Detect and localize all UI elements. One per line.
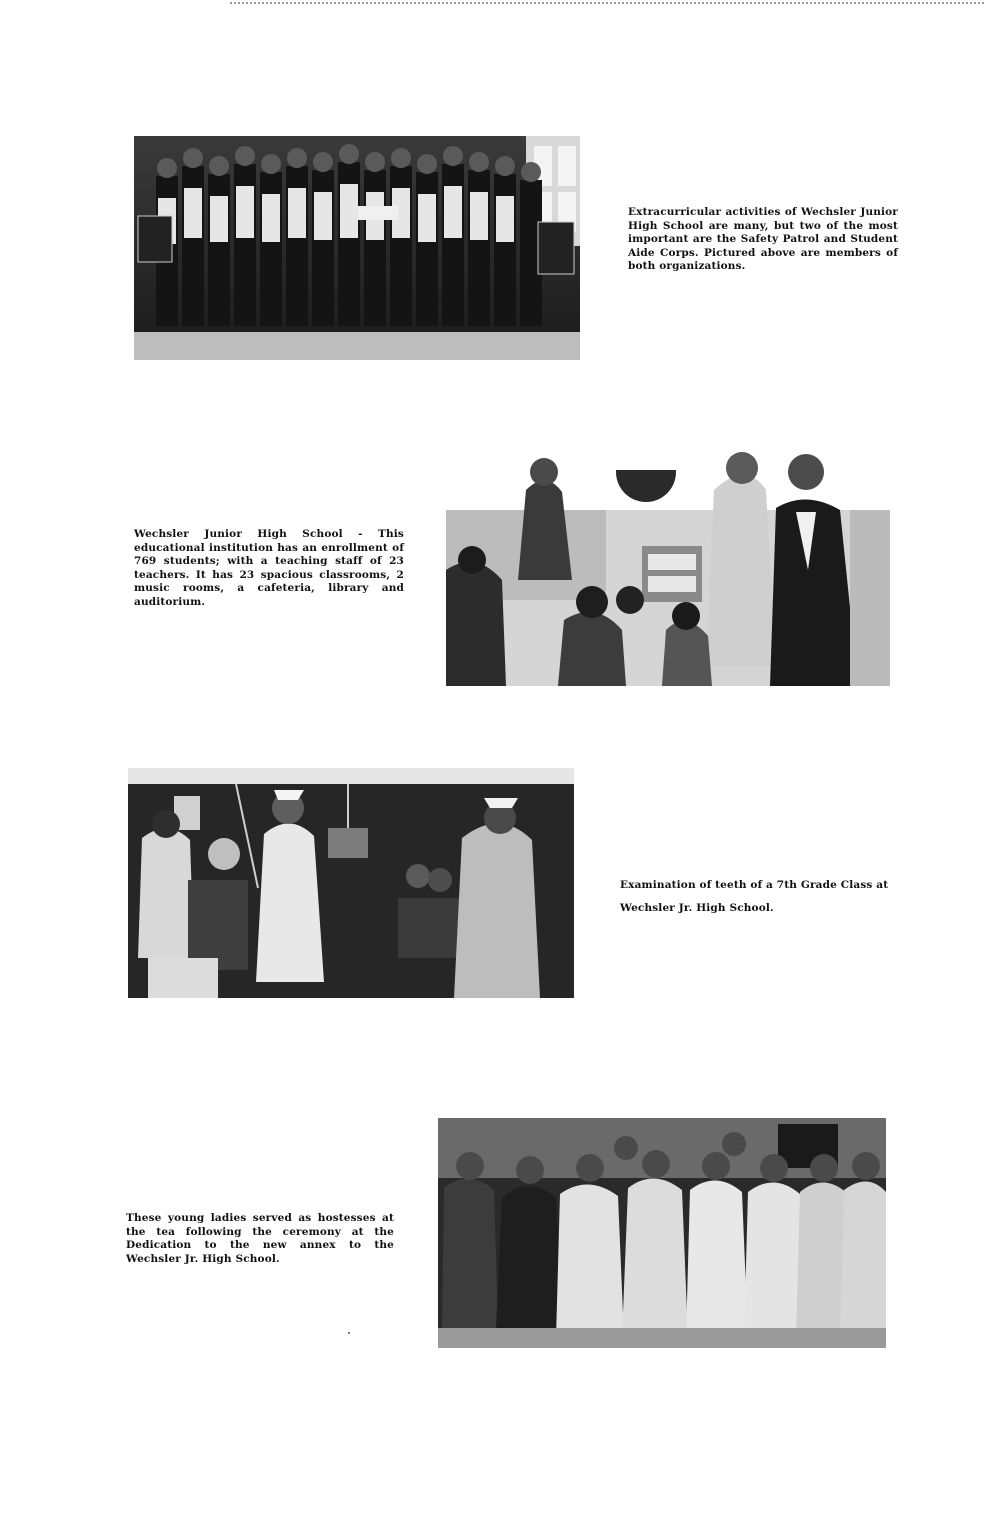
top-dotted-rule — [230, 2, 984, 4]
hostesses-caption: These young ladies served as hostesses at the tea following the ceremony at the Dedication to the new annex to the Wechsler Jr. High School. — [126, 1212, 394, 1265]
dental-exam-photo-art — [128, 768, 574, 998]
dental-exam-photo — [128, 768, 574, 998]
dental-exam-caption: Examination of teeth of a 7th Grade Class at Wechsler Jr. High School. — [620, 879, 889, 914]
hostesses-photo-art — [438, 1118, 886, 1348]
safety-patrol-photo-art — [134, 136, 580, 360]
safety-patrol-photo — [134, 136, 580, 360]
classroom-photo-art — [446, 450, 890, 686]
classroom-photo — [446, 450, 890, 686]
safety-patrol-caption: Extracurricular activities of Wechsler Junior High School are many, but two of the most important are the Safety Patrol and Student Aide Corps. Pictured above are members of both organizations. — [628, 206, 898, 273]
classroom-caption: Wechsler Junior High School - This educational institution has an enrollment of 769 students; with a teaching staff of 23 teachers. It has 23 spacious classrooms, 2 music rooms, a cafeteria, library and auditorium. — [134, 528, 404, 608]
stray-mark — [348, 1332, 350, 1334]
hostesses-photo — [438, 1118, 886, 1348]
